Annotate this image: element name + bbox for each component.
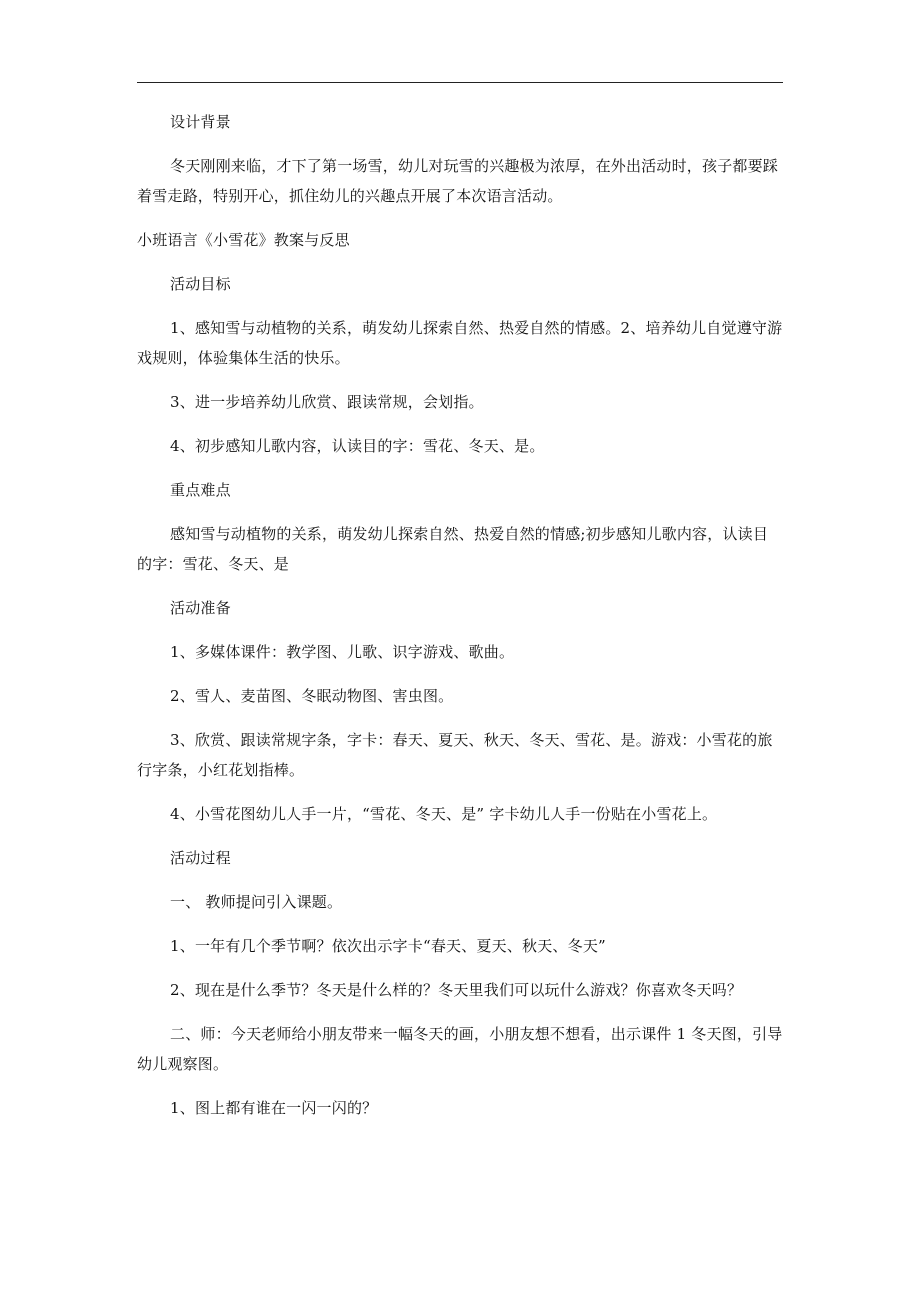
paragraph: 3、进一步培养幼儿欣赏、跟读常规，会划指。 (170, 393, 484, 411)
paragraph: 二、师：今天老师给小朋友带来一幅冬天的画，小朋友想不想看，出示课件 1 冬天图，引导幼儿观察图。 (137, 1025, 783, 1073)
paragraph: 3、欣赏、跟读常规字条，字卡：春天、夏天、秋天、冬天、雪花、是。游戏：小雪花的旅行字条，小红花划指棒。 (137, 731, 773, 779)
paragraph: 4、小雪花图幼儿人手一片，“雪花、冬天、是” 字卡幼儿人手一份贴在小雪花上。 (170, 805, 718, 823)
paragraph: 1、感知雪与动植物的关系，萌发幼儿探索自然、热爱自然的情感。2、培养幼儿自觉遵守游戏规则，体验集体生活的快乐。 (137, 319, 783, 367)
paragraph: 活动过程 (170, 849, 231, 867)
paragraph: 活动目标 (170, 275, 231, 293)
paragraph: 1、多媒体课件：教学图、儿歌、识字游戏、歌曲。 (170, 643, 515, 661)
paragraph: 重点难点 (170, 481, 231, 499)
document-body (137, 107, 783, 1137)
paragraph: 小班语言《小雪花》教案与反思 (137, 231, 350, 249)
paragraph: 一、 教师提问引入课题。 (170, 893, 343, 911)
paragraph: 2、雪人、麦苗图、冬眠动物图、害虫图。 (170, 687, 454, 705)
paragraph: 2、现在是什么季节？冬天是什么样的？冬天里我们可以玩什么游戏？你喜欢冬天吗？ (170, 981, 743, 999)
paragraph: 4、初步感知儿歌内容，认读目的字：雪花、冬天、是。 (170, 437, 545, 455)
paragraph: 活动准备 (170, 599, 231, 617)
paragraph: 设计背景 (170, 113, 231, 131)
header-rule (137, 82, 783, 83)
paragraph: 感知雪与动植物的关系，萌发幼儿探索自然、热爱自然的情感;初步感知儿歌内容，认读目的字：雪花、冬天、是 (137, 525, 769, 573)
paragraph: 冬天刚刚来临，才下了第一场雪，幼儿对玩雪的兴趣极为浓厚，在外出活动时，孩子都要踩着雪走路，特别开心，抓住幼儿的兴趣点开展了本次语言活动。 (137, 157, 779, 205)
paragraph: 1、一年有几个季节啊？依次出示字卡“春天、夏天、秋天、冬天” (170, 937, 606, 955)
paragraph: 1、图上都有谁在一闪一闪的？ (170, 1099, 378, 1117)
